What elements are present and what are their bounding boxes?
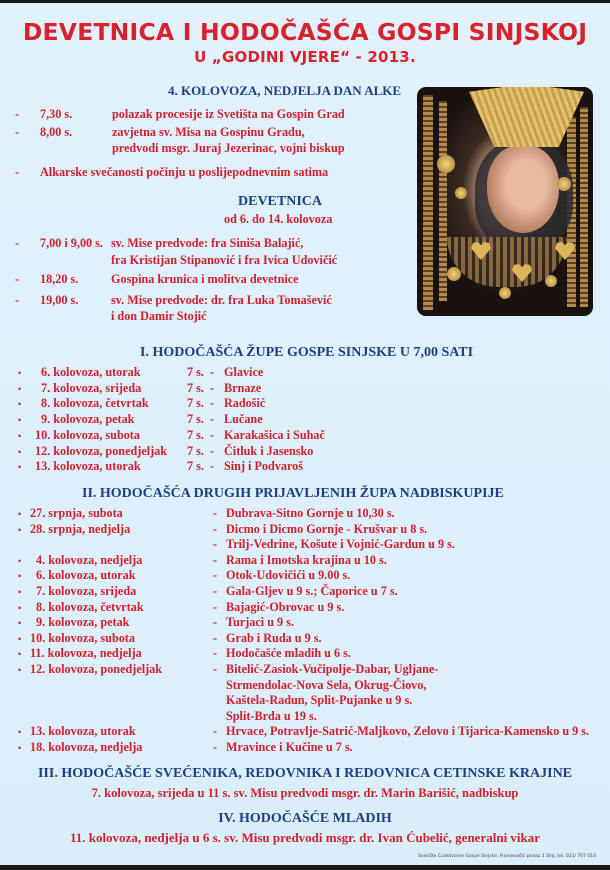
devetnica-text: fra Kristijan Stipanović i fra Ivica Udovičić bbox=[111, 253, 338, 267]
pilgrimage-place: Glavice bbox=[224, 365, 264, 379]
alka-time: 8,00 s. bbox=[40, 125, 73, 139]
pilgrimage-date: 11. kolovoza, nedjelja bbox=[30, 646, 142, 660]
pilgrimage-parishes: Split-Brda u 19 s. bbox=[226, 709, 317, 723]
dash-separator: - bbox=[210, 459, 215, 473]
poster-subtitle: U „GODINI VJERE“ - 2013. bbox=[194, 48, 416, 66]
section2-heading: II. HODOČAŠĆA DRUGIH PRIJAVLJENIH ŽUPA NADBISKUPIJE bbox=[82, 486, 504, 501]
jewel bbox=[437, 155, 455, 173]
pilgrimage-place: Brnaze bbox=[224, 381, 262, 395]
bullet-icon: • bbox=[18, 447, 22, 457]
pilgrimage-date: 12. kolovoza, ponedjeljak bbox=[35, 444, 168, 458]
alka-text: zavjetna sv. Misa na Gospinu Gradu, bbox=[112, 125, 305, 139]
pilgrimage-time: 7 s. bbox=[187, 412, 204, 426]
pilgrimage-date: 28. srpnja, nedjelja bbox=[30, 522, 131, 536]
devetnica-text: sv. Mise predvode: dr. fra Luka Tomašević bbox=[111, 293, 332, 307]
pilgrimage-place: Čitluk i Jasensko bbox=[224, 444, 314, 458]
pilgrimage-date: 9. kolovoza, petak bbox=[41, 412, 135, 426]
devetnica-time: 7,00 i 9,00 s. bbox=[40, 236, 103, 250]
dash-separator: - bbox=[213, 724, 218, 738]
dash-separator: - bbox=[210, 396, 215, 410]
pilgrimage-date: 7. kolovoza, srijeda bbox=[36, 584, 137, 598]
dash-separator: - bbox=[213, 568, 218, 582]
pilgrimage-parishes: Otok-Udovičići u 9.00 s. bbox=[226, 568, 351, 582]
dash-separator: - bbox=[213, 740, 218, 754]
devetnica-heading: DEVETNICA bbox=[238, 194, 323, 209]
bullet-icon: • bbox=[18, 634, 22, 644]
pilgrimage-parishes: Dubrava-Sitno Gornje u 10,30 s. bbox=[226, 506, 395, 520]
bullet-icon: • bbox=[18, 368, 22, 378]
bullet-icon: • bbox=[18, 525, 22, 535]
pilgrimage-parishes: Bitelić-Zasiok-Vučipolje-Dabar, Ugljane- bbox=[226, 662, 439, 676]
bullet-icon: • bbox=[18, 556, 22, 566]
pilgrimage-parishes: Strmendolac-Nova Sela, Okrug-Čiovo, bbox=[226, 678, 427, 692]
votive-chain bbox=[423, 95, 433, 310]
pilgrimage-time: 7 s. bbox=[187, 428, 204, 442]
dash-separator: - bbox=[213, 522, 218, 536]
dash-marker: - bbox=[15, 236, 20, 250]
bullet-icon: • bbox=[18, 649, 22, 659]
pilgrimage-parishes: Kaštela-Radun, Split-Pujanke u 9 s. bbox=[226, 693, 413, 707]
jewel bbox=[557, 177, 571, 191]
devetnica-text: Gospina krunica i molitva devetnice bbox=[111, 272, 299, 286]
bullet-icon: • bbox=[18, 603, 22, 613]
pilgrimage-parishes: Bajagić-Obrovac u 9 s. bbox=[226, 600, 345, 614]
pilgrimage-date: 13. kolovoza, utorak bbox=[30, 724, 136, 738]
devetnica-text: sv. Mise predvode: fra Siniša Balajić, bbox=[111, 236, 304, 250]
votive-chain bbox=[439, 101, 447, 301]
pilgrimage-date: 4. kolovoza, nedjelja bbox=[36, 553, 143, 567]
bullet-icon: • bbox=[18, 415, 22, 425]
pilgrimage-parishes: Rama i Imotska krajina u 10 s. bbox=[226, 553, 387, 567]
pilgrimage-parishes: Turjaci u 9 s. bbox=[226, 615, 294, 629]
gospa-sinjska-image bbox=[417, 87, 593, 316]
pilgrimage-date: 27. srpnja, subota bbox=[30, 506, 123, 520]
pilgrimage-time: 7 s. bbox=[187, 381, 204, 395]
pilgrimage-date: 18. kolovoza, nedjelja bbox=[30, 740, 143, 754]
bullet-icon: • bbox=[18, 399, 22, 409]
bullet-icon: • bbox=[18, 462, 22, 472]
pilgrimage-place: Radošić bbox=[224, 396, 266, 410]
dash-separator: - bbox=[210, 365, 215, 379]
bullet-icon: • bbox=[18, 384, 22, 394]
alka-text: polazak procesije iz Svetišta na Gospin Grad bbox=[112, 107, 345, 121]
pilgrimage-time: 7 s. bbox=[187, 444, 204, 458]
pilgrimage-date: 10. kolovoza, subota bbox=[35, 428, 140, 442]
section1-heading: I. HODOČAŠĆA ŽUPE GOSPE SINJSKE U 7,00 SATI bbox=[140, 345, 474, 360]
section3-heading: III. HODOČAŠĆE SVEĆENIKA, REDOVNIKA I REDOVNICA CETINSKE KRAJINE bbox=[37, 766, 573, 781]
dash-separator: - bbox=[210, 412, 215, 426]
pilgrimage-parishes: Hodočašće mladih u 6 s. bbox=[226, 646, 351, 660]
alka-time: 7,30 s. bbox=[40, 107, 73, 121]
dash-marker: - bbox=[15, 125, 20, 139]
dash-separator: - bbox=[213, 646, 218, 660]
dash-separator: - bbox=[210, 444, 215, 458]
footer-address: Svetište Čudotvorne Gospe Sinjske, Franjevački prolaz 1 Sinj, tel. 021/ 707 010 bbox=[418, 854, 596, 859]
jewel bbox=[499, 287, 511, 299]
pilgrimage-parishes: Hrvace, Potravlje-Satrić-Maljkovo, Zelovo i Tijarica-Kamensko u 9 s. bbox=[226, 724, 590, 738]
bullet-icon: • bbox=[18, 571, 22, 581]
dash-separator: - bbox=[213, 615, 218, 629]
bullet-icon: • bbox=[18, 509, 22, 519]
alka-text: Alkarske svečanosti počinju u poslijepodnevnim satima bbox=[40, 165, 329, 179]
pilgrimage-date: 10. kolovoza, subota bbox=[30, 631, 135, 645]
pilgrimage-place: Lučane bbox=[224, 412, 263, 426]
section4-text: 11. kolovoza, nedjelja u 6 s. sv. Misu predvodi msgr. dr. Ivan Ćubelić, generalni vikar bbox=[69, 830, 541, 845]
alka-text: predvodi msgr. Juraj Jezerinac, vojni biskup bbox=[112, 141, 345, 155]
dash-separator: - bbox=[213, 506, 218, 520]
poster-title: DEVETNICA I HODOČAŠĆA GOSPI SINJSKOJ bbox=[22, 18, 588, 46]
pilgrimage-date: 6. kolovoza, utorak bbox=[41, 365, 141, 379]
dash-marker: - bbox=[15, 272, 20, 286]
pilgrimage-place: Karakašica i Suhač bbox=[224, 428, 325, 442]
jewel bbox=[455, 187, 467, 199]
alka-day-heading: 4. KOLOVOZA, NEDJELJA DAN ALKE bbox=[168, 83, 402, 98]
bullet-icon: • bbox=[18, 665, 22, 675]
bullet-icon: • bbox=[18, 587, 22, 597]
dash-marker: - bbox=[15, 107, 20, 121]
pilgrimage-parishes: Dicmo i Dicmo Gornje - Krušvar u 8 s. bbox=[226, 522, 428, 536]
pilgrimage-parishes: Mravince i Kučine u 7 s. bbox=[226, 740, 353, 754]
pilgrimage-parishes: Trilj-Vedrine, Košute i Vojnić-Gardun u 9 s. bbox=[226, 537, 455, 551]
section3-text: 7. kolovoza, srijeda u 11 s. sv. Misu predvodi msgr. dr. Marin Barišić, nadbiskup bbox=[91, 786, 519, 800]
pilgrimage-date: 13. kolovoza, utorak bbox=[35, 459, 141, 473]
poster bbox=[0, 3, 610, 865]
dash-marker: - bbox=[15, 165, 20, 179]
pilgrimage-time: 7 s. bbox=[187, 365, 204, 379]
pilgrimage-date: 9. kolovoza, petak bbox=[36, 615, 130, 629]
pilgrimage-parishes: Grab i Ruda u 9 s. bbox=[226, 631, 322, 645]
pilgrimage-date: 8. kolovoza, četvrtak bbox=[41, 396, 149, 410]
dash-separator: - bbox=[213, 584, 218, 598]
devetnica-text: i don Damir Stojić bbox=[111, 309, 207, 323]
dash-separator: - bbox=[213, 537, 218, 551]
face bbox=[487, 145, 559, 233]
dash-separator: - bbox=[213, 600, 218, 614]
pilgrimage-parishes: Gala-Gljev u 9 s.; Čaporice u 7 s. bbox=[226, 584, 398, 598]
pilgrimage-time: 7 s. bbox=[187, 459, 204, 473]
dash-separator: - bbox=[213, 553, 218, 567]
votive-chain bbox=[580, 107, 588, 307]
bullet-icon: • bbox=[18, 743, 22, 753]
dash-separator: - bbox=[210, 381, 215, 395]
pilgrimage-date: 6. kolovoza, utorak bbox=[36, 568, 136, 582]
bullet-icon: • bbox=[18, 727, 22, 737]
devetnica-time: 18,20 s. bbox=[40, 272, 79, 286]
devetnica-time: 19,00 s. bbox=[40, 293, 79, 307]
dash-separator: - bbox=[213, 662, 218, 676]
section4-heading: IV. HODOČAŠĆE MLADIH bbox=[218, 811, 392, 826]
pilgrimage-date: 8. kolovoza, četvrtak bbox=[36, 600, 144, 614]
bullet-icon: • bbox=[18, 431, 22, 441]
bullet-icon: • bbox=[18, 618, 22, 628]
dash-separator: - bbox=[213, 631, 218, 645]
dash-marker: - bbox=[15, 293, 20, 307]
pilgrimage-date: 12. kolovoza, ponedjeljak bbox=[30, 662, 163, 676]
pilgrimage-date: 7. kolovoza, srijeda bbox=[41, 381, 142, 395]
devetnica-dates: od 6. do 14. kolovoza bbox=[224, 212, 333, 226]
pilgrimage-place: Sinj i Podvaroš bbox=[224, 459, 304, 473]
dash-separator: - bbox=[210, 428, 215, 442]
alka-item bbox=[15, 107, 19, 122]
pilgrimage-time: 7 s. bbox=[187, 396, 204, 410]
